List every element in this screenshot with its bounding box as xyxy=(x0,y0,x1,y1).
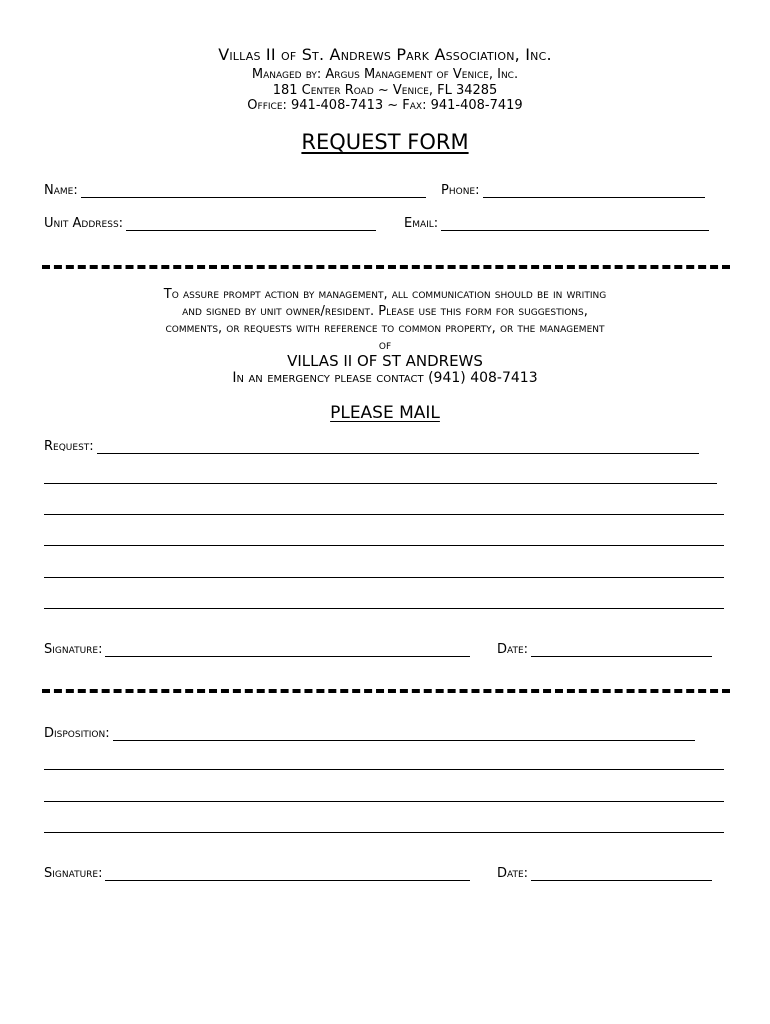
unit-address-label: Unit Address: xyxy=(44,216,124,231)
request-line-2[interactable] xyxy=(44,483,717,484)
dashed-divider-top xyxy=(42,265,730,269)
request-line-3[interactable] xyxy=(44,514,724,515)
notice-paragraph xyxy=(0,286,770,354)
request-signature-input-line[interactable] xyxy=(105,644,470,657)
disposition-date-row xyxy=(497,866,712,881)
email-input-line[interactable] xyxy=(441,218,709,231)
association-name: Villas II of St. Andrews Park Association, Inc. xyxy=(218,45,552,64)
request-signature-row xyxy=(44,642,470,657)
disposition-date-input-line[interactable] xyxy=(531,868,712,881)
disposition-signature-label: Signature: xyxy=(44,866,103,881)
notice-line-4: of xyxy=(378,338,392,353)
disposition-signature-row xyxy=(44,866,470,881)
managed-by: Managed by: Argus Management of Venice, Inc. xyxy=(251,67,519,82)
association-address: 181 Center Road ~ Venice, FL 34285 xyxy=(272,83,498,98)
dashed-divider-bottom xyxy=(42,689,730,693)
unit-address-field-row xyxy=(44,216,376,231)
request-label: Request: xyxy=(44,439,94,454)
name-label: Name: xyxy=(44,183,78,198)
phone-input-line[interactable] xyxy=(483,185,705,198)
please-mail-heading: PLEASE MAIL xyxy=(330,403,440,423)
phone-label: Phone: xyxy=(441,183,480,198)
phone-field-row xyxy=(441,183,705,198)
request-line-4[interactable] xyxy=(44,545,724,546)
request-date-input-line[interactable] xyxy=(531,644,712,657)
request-date-label: Date: xyxy=(497,642,529,657)
email-label: Email: xyxy=(404,216,439,231)
disposition-line-2[interactable] xyxy=(44,769,724,770)
notice-line-2: and signed by unit owner/resident. Please use this form for suggestions, xyxy=(182,304,588,319)
request-line-6[interactable] xyxy=(44,608,724,609)
request-input-line[interactable] xyxy=(97,441,699,454)
notice-line-3: comments, or requests with reference to common property, or the management xyxy=(165,321,605,336)
emergency-contact: In an emergency please contact (941) 408-7413 xyxy=(232,370,538,386)
request-date-row xyxy=(497,642,712,657)
disposition-line-3[interactable] xyxy=(44,801,724,802)
request-line-5[interactable] xyxy=(44,577,724,578)
disposition-label: Disposition: xyxy=(44,726,110,741)
email-field-row xyxy=(404,216,709,231)
form-title: REQUEST FORM xyxy=(301,130,469,154)
disposition-line-4[interactable] xyxy=(44,832,724,833)
disposition-input-line[interactable] xyxy=(113,728,695,741)
name-input-line[interactable] xyxy=(81,185,426,198)
disposition-signature-input-line[interactable] xyxy=(105,868,470,881)
disposition-field-row xyxy=(44,726,695,741)
unit-address-input-line[interactable] xyxy=(126,218,376,231)
request-signature-label: Signature: xyxy=(44,642,103,657)
disposition-date-label: Date: xyxy=(497,866,529,881)
notice-line-1: To assure prompt action by management, all communication should be in writing xyxy=(163,287,607,302)
villas-name: VILLAS II OF ST ANDREWS xyxy=(287,352,483,370)
office-fax-contact: Office: 941-408-7413 ~ Fax: 941-408-7419 xyxy=(247,98,523,113)
request-field-row xyxy=(44,439,699,454)
name-field-row xyxy=(44,183,426,198)
